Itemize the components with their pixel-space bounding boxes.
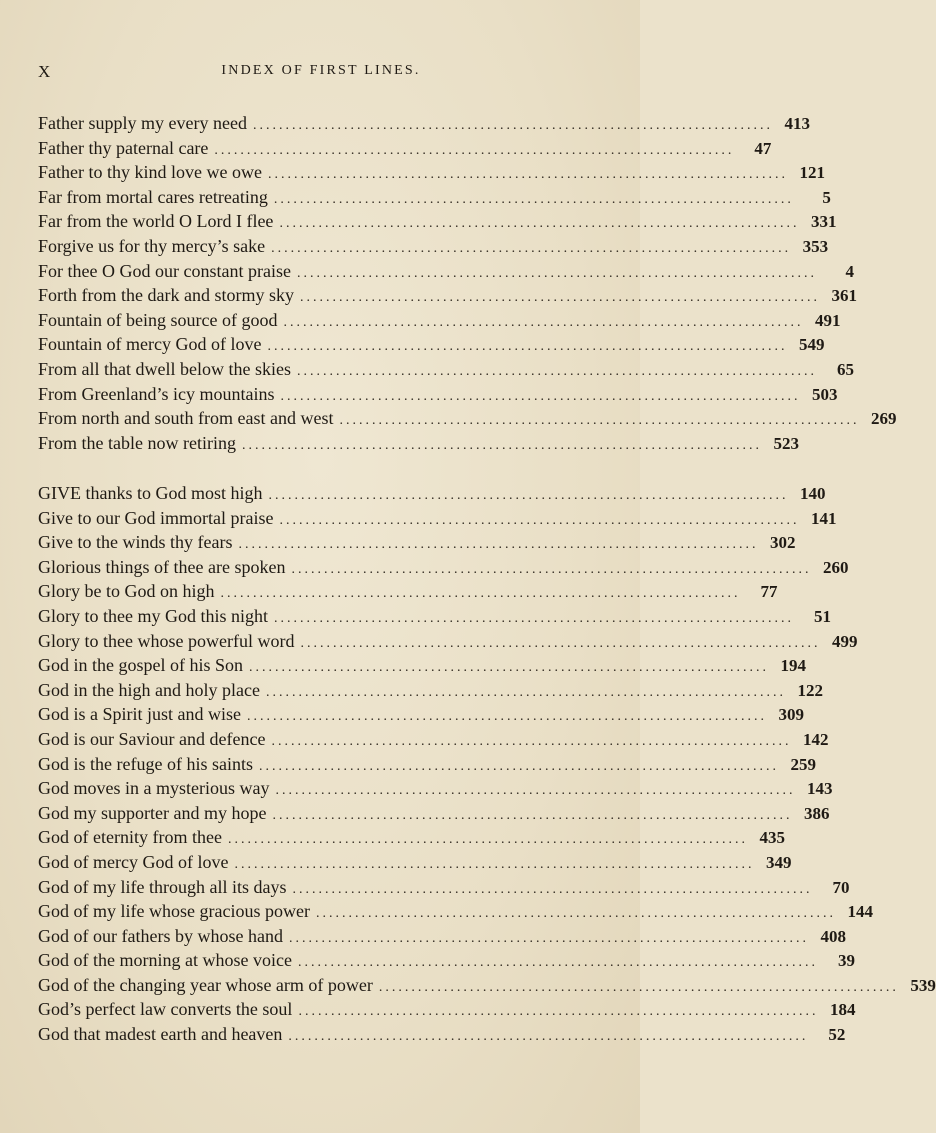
index-entry	[38, 555, 849, 580]
index-entry	[38, 752, 816, 777]
hymn-number: 143	[806, 779, 833, 799]
first-line-text: Give to the winds thy fears	[38, 532, 233, 553]
first-line-text: For thee O God our constant praise	[38, 260, 291, 281]
index-entry	[38, 850, 792, 875]
hymn-number: 539	[910, 975, 936, 995]
hymn-number: 361	[831, 286, 857, 306]
index-entry	[38, 579, 778, 604]
running-title: INDEX OF FIRST LINES.	[221, 63, 421, 78]
first-line-text: God that madest earth and heaven	[38, 1024, 283, 1045]
hymn-number: 5	[822, 187, 831, 207]
index-section-f	[38, 111, 897, 455]
index-section-g	[38, 481, 936, 1047]
index-entry	[38, 678, 823, 703]
hymn-number: 140	[800, 484, 826, 503]
hymn-number: 503	[811, 384, 838, 404]
first-line-text: Give to our God immortal praise	[38, 507, 274, 528]
dot-leader: ................................................................................	[291, 561, 812, 577]
hymn-number: 259	[790, 754, 816, 774]
index-entry	[38, 506, 837, 531]
hymn-number: 47	[754, 138, 772, 158]
first-line-text: From Greenland’s icy mountains	[38, 383, 275, 404]
first-line-text: God’s perfect law converts the soul	[38, 999, 293, 1020]
hymn-number: 435	[759, 828, 785, 848]
dot-leader: ................................................................................	[283, 314, 804, 330]
index-entry	[38, 1022, 846, 1047]
index-entry	[38, 801, 830, 826]
first-line-text: Glory be to God on high	[38, 581, 215, 602]
index-entry	[38, 776, 833, 801]
first-line-text: Father to thy kind love we owe	[38, 162, 262, 183]
first-line-text: Forth from the dark and stormy sky	[38, 285, 294, 306]
dot-leader: ................................................................................	[271, 733, 792, 749]
index-entry	[38, 308, 841, 333]
first-line-text: Forgive us for thy mercy’s sake	[38, 235, 266, 256]
hymn-number: 141	[810, 508, 837, 528]
index-entry	[38, 406, 897, 431]
index-entry	[38, 160, 825, 185]
dot-leader: ................................................................................	[279, 512, 800, 528]
dot-leader: ................................................................................	[227, 832, 748, 848]
first-line-text: God of the changing year whose arm of power	[38, 974, 373, 995]
dot-leader: ................................................................................	[288, 930, 809, 946]
hymn-number: 413	[784, 114, 810, 133]
hymn-number: 184	[829, 1000, 856, 1020]
dot-leader: ................................................................................	[271, 240, 792, 256]
index-entry	[38, 185, 831, 210]
dot-leader: ................................................................................	[249, 660, 769, 676]
first-line-text: Glorious things of thee are spoken	[38, 556, 286, 577]
dot-leader: ................................................................................	[267, 339, 788, 355]
index-entry	[38, 727, 829, 752]
index-entry	[38, 629, 858, 654]
page-header	[38, 62, 604, 86]
index-entry	[38, 209, 837, 234]
hymn-number: 499	[831, 631, 858, 651]
index-entry	[38, 332, 825, 357]
hymn-number: 260	[822, 557, 849, 577]
first-line-text: God of our fathers by whose hand	[38, 925, 283, 946]
first-line-text: God is the refuge of his saints	[38, 753, 253, 774]
hymn-number: 549	[798, 335, 825, 355]
index-entry	[38, 431, 799, 456]
index-entry	[38, 136, 772, 161]
first-line-text: Glory to thee whose powerful word	[38, 630, 295, 651]
dot-leader: ................................................................................	[279, 216, 800, 232]
first-line-text: God of the morning at whose voice	[38, 950, 292, 971]
dot-leader: ................................................................................	[378, 979, 899, 995]
page-number: X	[38, 62, 52, 81]
index-entry	[38, 973, 936, 998]
dot-leader: ................................................................................	[299, 290, 820, 306]
dot-leader: ................................................................................	[296, 265, 817, 281]
first-line-text: God of my life through all its days	[38, 876, 287, 897]
dot-leader: ................................................................................	[220, 586, 741, 602]
first-line-text: From north and south from east and west	[38, 408, 334, 429]
hymn-number: 4	[845, 261, 854, 281]
hymn-number: 302	[769, 533, 796, 553]
dot-leader: ................................................................................	[297, 955, 818, 971]
index-entry	[38, 899, 873, 924]
dot-leader: ................................................................................	[258, 758, 779, 774]
dot-leader: ................................................................................	[315, 906, 836, 922]
index-entry	[38, 653, 806, 678]
first-line-text: God of eternity from thee	[38, 827, 222, 848]
hymn-number: 144	[847, 902, 873, 922]
dot-leader: ................................................................................	[265, 684, 786, 700]
hymn-number: 353	[802, 236, 829, 256]
first-line-text: God of my life whose gracious power	[38, 901, 310, 922]
hymn-number: 51	[813, 606, 831, 626]
hymn-number: 331	[810, 212, 837, 232]
index-entry	[38, 997, 856, 1022]
first-line-text: God is our Saviour and defence	[38, 728, 266, 749]
first-line-text: God is a Spirit just and wise	[38, 704, 241, 725]
hymn-number: 65	[836, 359, 854, 379]
hymn-number: 52	[828, 1025, 846, 1045]
first-line-text: God of mercy God of love	[38, 851, 229, 872]
dot-leader: ................................................................................	[214, 142, 735, 158]
first-line-text: Fountain of being source of good	[38, 309, 278, 330]
dot-leader: ................................................................................	[296, 363, 817, 379]
dot-leader: ................................................................................	[292, 881, 813, 897]
dot-leader: ................................................................................	[273, 191, 794, 207]
index-entry	[38, 604, 831, 629]
hymn-number: 77	[760, 582, 778, 602]
dot-leader: ................................................................................	[268, 488, 789, 503]
hymn-number: 269	[870, 409, 897, 429]
dot-leader: ................................................................................	[300, 635, 821, 651]
index-entry	[38, 111, 810, 136]
index-entry	[38, 283, 857, 308]
first-line-text: Glory to thee my God this night	[38, 605, 268, 626]
dot-leader: ................................................................................	[275, 783, 796, 799]
dot-leader: ................................................................................	[280, 388, 801, 404]
first-line-text: From the table now retiring	[38, 432, 236, 453]
index-entry	[38, 825, 785, 850]
dot-leader: ................................................................................	[288, 1029, 809, 1045]
dot-leader: ................................................................................	[298, 1004, 819, 1020]
dot-leader: ................................................................................	[272, 807, 793, 823]
dot-leader: ................................................................................	[234, 856, 755, 872]
hymn-number: 70	[832, 877, 850, 897]
dot-leader: ................................................................................	[267, 167, 788, 183]
hymn-number: 386	[803, 803, 830, 823]
hymn-number: 39	[837, 951, 855, 971]
first-line-text: Far from the world O Lord I flee	[38, 211, 274, 232]
hymn-number: 309	[778, 705, 804, 725]
hymn-number: 194	[780, 656, 806, 676]
index-entry	[38, 259, 854, 284]
index-entry	[38, 948, 855, 973]
first-line-text: God my supporter and my hope	[38, 802, 267, 823]
hymn-number: 491	[814, 310, 841, 330]
dot-leader: ................................................................................	[247, 709, 767, 725]
first-line-text: Father thy paternal care	[38, 137, 209, 158]
index-entry	[38, 702, 804, 727]
index-entry	[38, 875, 850, 900]
hymn-number: 523	[773, 433, 799, 453]
hymn-number: 349	[765, 852, 792, 872]
index-entry	[38, 924, 846, 949]
first-line-text: Far from mortal cares retreating	[38, 186, 268, 207]
index-entry	[38, 530, 796, 555]
first-line-text: God moves in a mysterious way	[38, 778, 270, 799]
hymn-number: 142	[802, 729, 829, 749]
first-line-text: Father supply my every need	[38, 113, 247, 133]
dot-leader: ................................................................................	[241, 437, 762, 453]
dot-leader: ................................................................................	[273, 610, 794, 626]
index-entry	[38, 382, 838, 407]
index-entry	[38, 357, 854, 382]
dot-leader: ................................................................................	[252, 118, 773, 133]
hymn-number: 122	[797, 680, 823, 700]
dot-leader: ................................................................................	[238, 537, 759, 553]
first-line-text: From all that dwell below the skies	[38, 358, 291, 379]
first-line-text: God in the high and holy place	[38, 679, 260, 700]
index-entry	[38, 234, 829, 259]
first-line-text: GIVE thanks to God most high	[38, 483, 263, 503]
first-line-text: Fountain of mercy God of love	[38, 334, 262, 355]
index-entry	[38, 481, 826, 506]
hymn-number: 408	[820, 926, 846, 946]
dot-leader: ................................................................................	[339, 413, 860, 429]
first-line-text: God in the gospel of his Son	[38, 655, 243, 676]
hymn-number: 121	[799, 163, 825, 183]
